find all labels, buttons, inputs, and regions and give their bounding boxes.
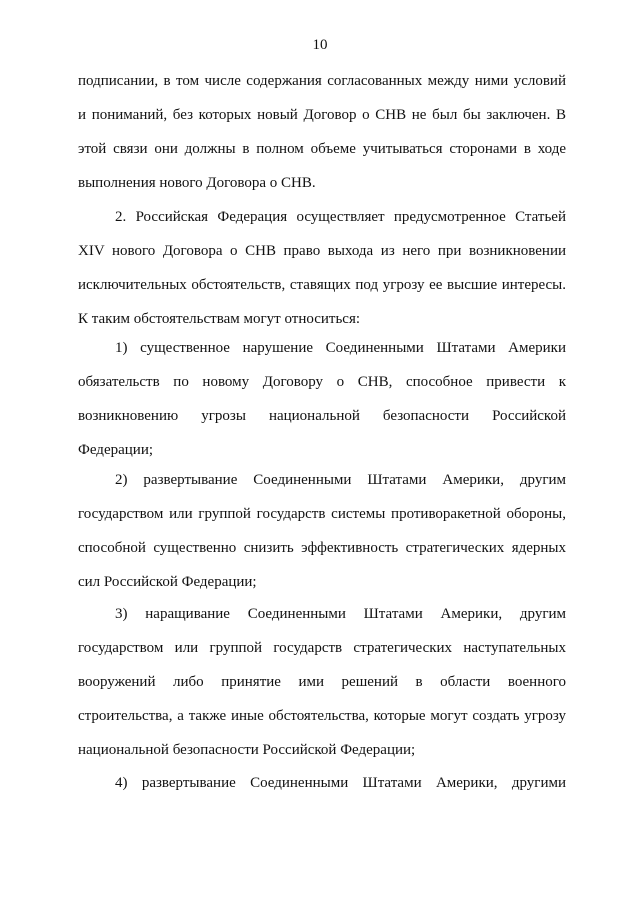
text-line: возникновению угрозы национальной безопасности Российской [78,408,566,424]
text-line: сил Российской Федерации; [78,574,257,590]
text-line: К таким обстоятельствам могут относиться: [78,311,361,327]
text-line: выполнения нового Договора о СНВ. [78,175,316,191]
text-line: государством или группой государств стратегических наступательных [78,640,566,656]
text-line: государством или группой государств системы противоракетной обороны, [78,506,566,522]
text-line: и пониманий, без которых новый Договор о СНВ не был бы заключен. В [78,107,566,123]
text-line: 1) существенное нарушение Соединенными Штатами Америки [115,340,566,356]
text-line: вооружений либо принятие ими решений в области военного [78,674,566,690]
text-line: 3) наращивание Соединенными Штатами Америки, другим [115,606,566,622]
text-line: Федерации; [78,442,154,458]
text-line: национальной безопасности Российской Федерации; [78,742,416,758]
page-number: 10 [312,37,328,53]
text-line: этой связи они должны в полном объеме учитываться сторонами в ходе [78,141,566,157]
text-line: XIV нового Договора о СНВ право выхода из него при возникновении [78,243,566,259]
text-line: 2) развертывание Соединенными Штатами Америки, другим [115,472,566,488]
text-line: строительства, а также иные обстоятельства, которые могут создать угрозу [78,708,566,724]
text-line: 2. Российская Федерация осуществляет предусмотренное Статьей [115,209,566,225]
text-line: 4) развертывание Соединенными Штатами Америки, другими [115,775,566,791]
text-line: исключительных обстоятельств, ставящих под угрозу ее высшие интересы. [78,277,566,293]
text-line: способной существенно снизить эффективность стратегических ядерных [78,540,566,556]
text-line: подписании, в том числе содержания согласованных между ними условий [78,73,566,89]
text-line: обязательств по новому Договору о СНВ, способное привести к [78,374,566,390]
